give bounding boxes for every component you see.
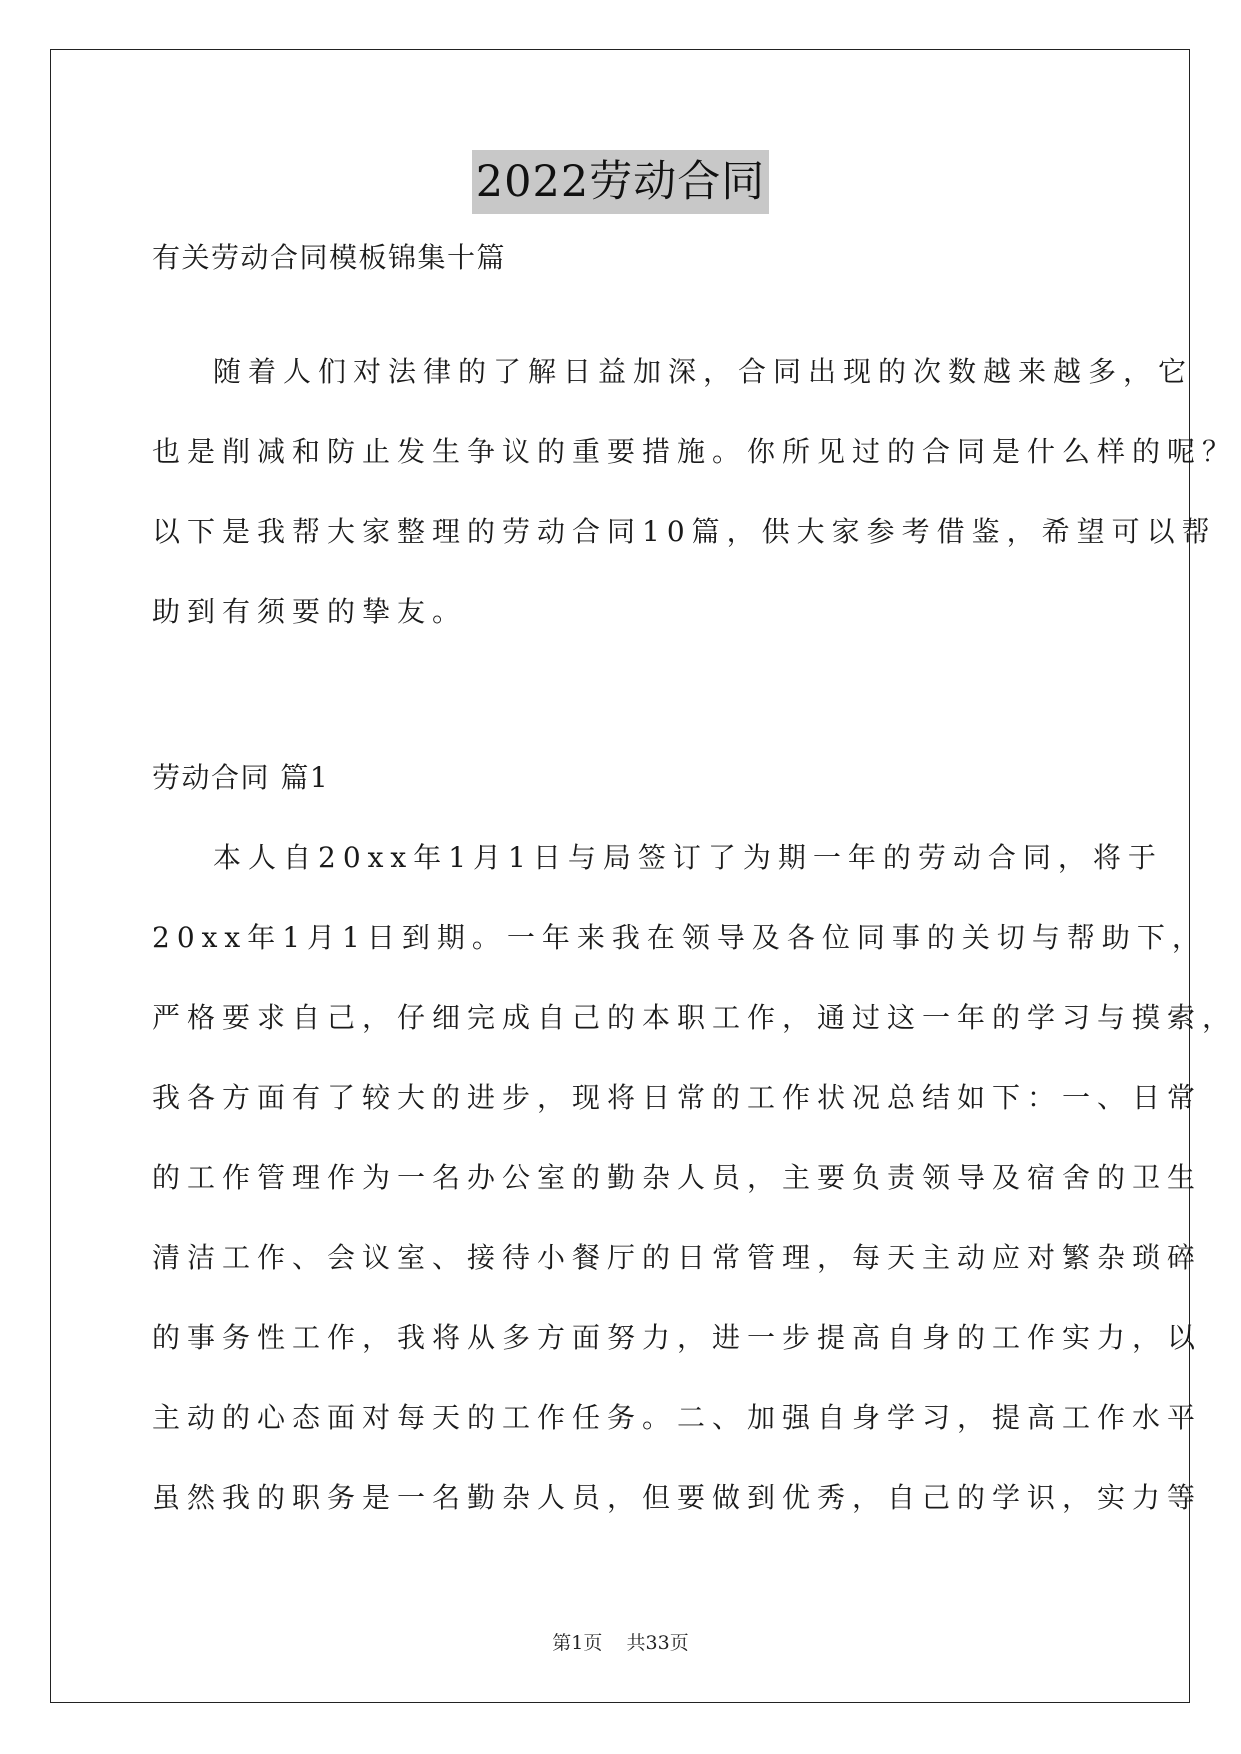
section-line: 本人自20xx年1月1日与局签订了为期一年的劳动合同，将于	[213, 841, 1163, 874]
intro-line: 以下是我帮大家整理的劳动合同10篇，供大家参考借鉴，希望可以帮	[152, 515, 1217, 548]
title-wrap	[0, 150, 1241, 214]
document-title: 2022劳动合同	[472, 150, 769, 214]
intro-line: 随着人们对法律的了解日益加深，合同出现的次数越来越多，它	[213, 355, 1194, 388]
section-line: 我各方面有了较大的进步，现将日常的工作状况总结如下：一、日常	[152, 1081, 1203, 1114]
section-line: 20xx年1月1日到期。一年来我在领导及各位同事的关切与帮助下，	[152, 921, 1207, 954]
page-number: 第1页	[552, 1632, 603, 1654]
section-heading: 劳动合同 篇1	[152, 761, 330, 794]
document-subtitle: 有关劳动合同模板锦集十篇	[152, 241, 507, 274]
section-line: 虽然我的职务是一名勤杂人员，但要做到优秀，自己的学识，实力等	[152, 1481, 1203, 1514]
section-line: 的工作管理作为一名办公室的勤杂人员，主要负责领导及宿舍的卫生	[152, 1161, 1203, 1194]
page-total: 共33页	[626, 1632, 689, 1654]
page-footer	[0, 1630, 1241, 1656]
section-line: 清洁工作、会议室、接待小餐厅的日常管理，每天主动应对繁杂琐碎	[152, 1241, 1203, 1274]
section-line: 的事务性工作，我将从多方面努力，进一步提高自身的工作实力，以	[152, 1321, 1203, 1354]
intro-line: 也是削减和防止发生争议的重要措施。你所见过的合同是什么样的呢？	[152, 435, 1238, 468]
section-line: 严格要求自己，仔细完成自己的本职工作，通过这一年的学习与摸索，	[152, 1001, 1238, 1034]
section-line: 主动的心态面对每天的工作任务。二、加强自身学习，提高工作水平	[152, 1401, 1203, 1434]
intro-line: 助到有须要的挚友。	[152, 595, 468, 628]
